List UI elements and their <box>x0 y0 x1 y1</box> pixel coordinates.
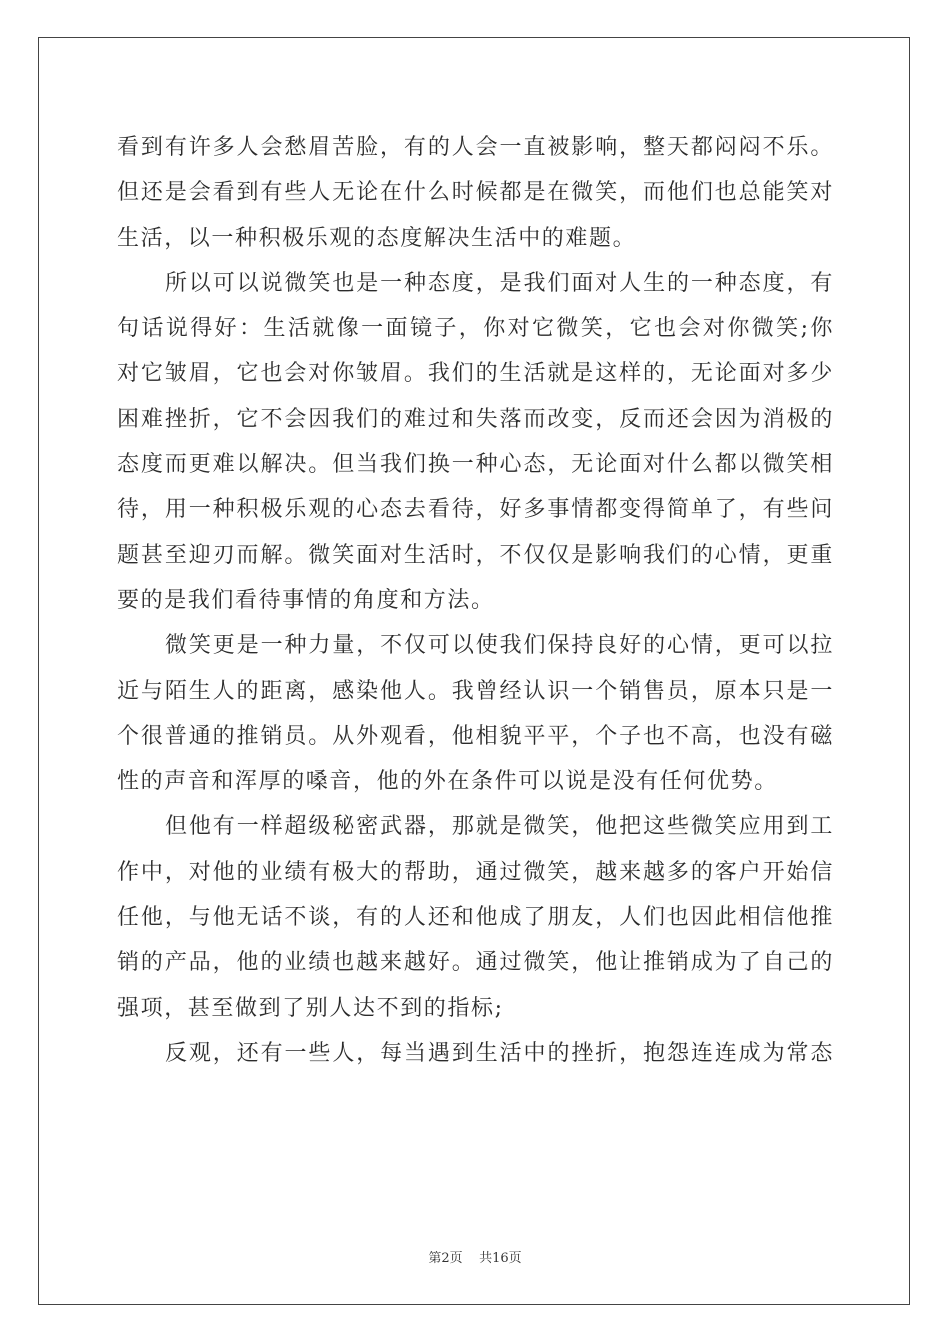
paragraph-line: 生活，以一种积极乐观的态度解决生活中的难题。 <box>117 225 637 251</box>
paragraph-line: 个很普通的推销员。从外观看，他相貌平平，个子也不高，也没有磁 <box>117 723 834 749</box>
page-footer <box>0 1247 950 1266</box>
document-body <box>117 125 834 1076</box>
paragraph-line: 题甚至迎刃而解。微笑面对生活时，不仅仅是影响我们的心情，更重 <box>117 542 834 568</box>
paragraph-line: 对它皱眉，它也会对你皱眉。我们的生活就是这样的，无论面对多少 <box>117 361 834 387</box>
paragraph-line: 微笑更是一种力量，不仅可以使我们保持良好的心情，更可以拉 <box>165 633 834 659</box>
page-number: 第2页 <box>428 1251 463 1266</box>
paragraph-line: 反观，还有一些人，每当遇到生活中的挫折，抱怨连连成为常态 <box>165 1040 834 1066</box>
paragraph-line: 待，用一种积极乐观的心态去看待，好多事情都变得简单了，有些问 <box>117 497 834 523</box>
page-total: 共16页 <box>479 1251 522 1266</box>
paragraph-line: 作中，对他的业绩有极大的帮助，通过微笑，越来越多的客户开始信 <box>117 859 834 885</box>
paragraph-line: 所以可以说微笑也是一种态度，是我们面对人生的一种态度，有 <box>165 270 834 296</box>
paragraph-line: 任他，与他无话不谈，有的人还和他成了朋友，人们也因此相信他推 <box>117 905 834 931</box>
paragraph-line: 但还是会看到有些人无论在什么时候都是在微笑，而他们也总能笑对 <box>117 180 834 206</box>
paragraph-line: 看到有许多人会愁眉苦脸，有的人会一直被影响，整天都闷闷不乐。 <box>117 135 834 160</box>
paragraph-line: 困难挫折，它不会因我们的难过和失落而改变，反而还会因为消极的 <box>117 406 834 432</box>
paragraph-line: 销的产品，他的业绩也越来越好。通过微笑，他让推销成为了自己的 <box>117 950 834 976</box>
paragraph-line: 强项，甚至做到了别人达不到的指标; <box>117 995 504 1021</box>
paragraph-line: 但他有一样超级秘密武器，那就是微笑，他把这些微笑应用到工 <box>165 814 834 840</box>
paragraph-line: 性的声音和浑厚的嗓音，他的外在条件可以说是没有任何优势。 <box>117 769 778 795</box>
paragraph-line: 句话说得好：生活就像一面镜子，你对它微笑，它也会对你微笑;你 <box>117 316 834 342</box>
paragraph-line: 近与陌生人的距离，感染他人。我曾经认识一个销售员，原本只是一 <box>117 678 834 704</box>
paragraph-line: 态度而更难以解决。但当我们换一种心态，无论面对什么都以微笑相 <box>117 452 834 478</box>
paragraph-line: 要的是我们看待事情的角度和方法。 <box>117 587 495 613</box>
